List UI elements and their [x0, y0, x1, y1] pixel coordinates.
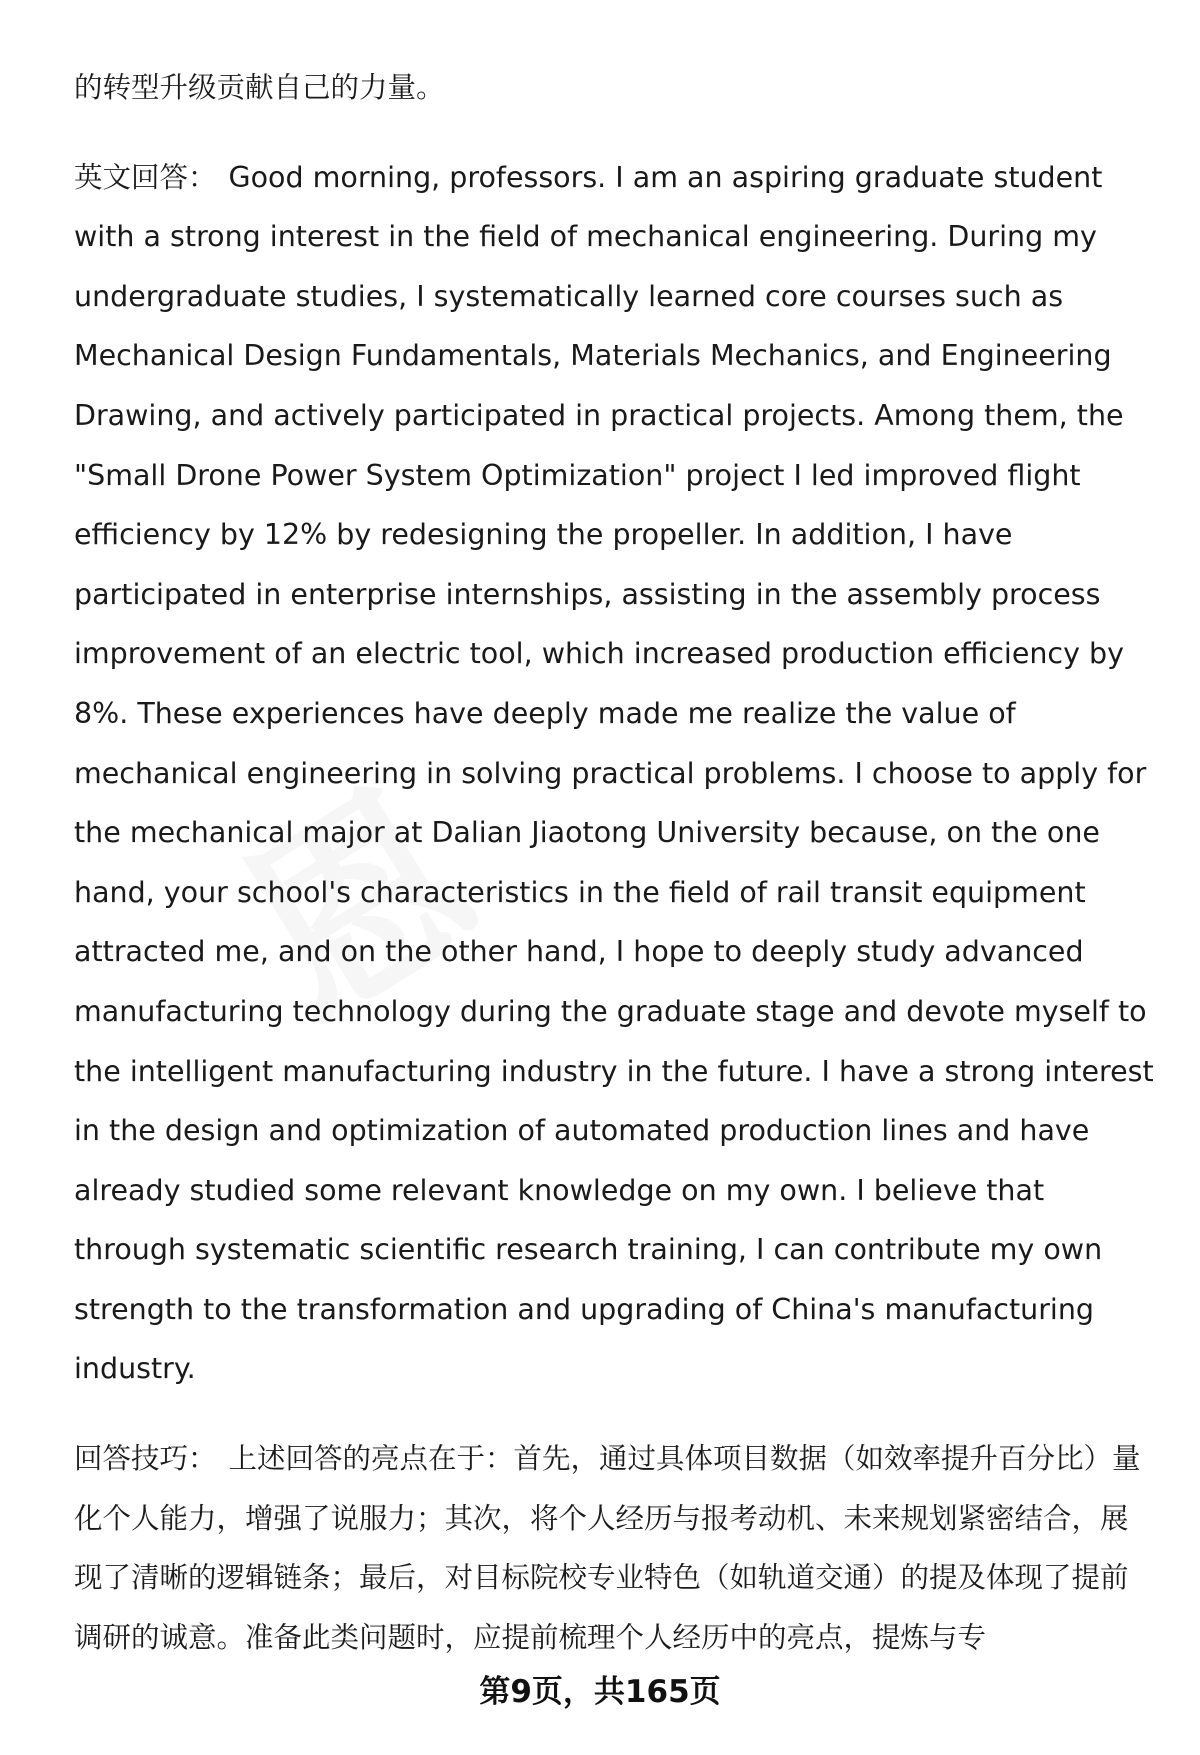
english-answer-label: 英文回答： [74, 160, 217, 194]
english-answer-text: Good morning, professors. I am an aspiring graduate student with a strong interest in the field of mechanical engineering. During my undergraduate studies, I systematically learned core courses such as Mechanical Design Fundamentals, Materials Mechanics, and Engineering Drawing, and actively participated in practical projects. Among them, the "Small Drone Power System Optimization" project I led improved flight efficiency by 12% by redesigning the propeller. In addition, I have participated in enterprise internships, assisting in the assembly process improvement of an electric tool, which increased production efficiency by 8%. These experiences have deeply made me realize the value of mechanical engineering in solving practical problems. I choose to apply for the mechanical major at Dalian Jiaotong University because, on the one hand, your school's characteristics in the field of rail transit equipment attracted me, and on the other hand, I hope to deeply study advanced manufacturing technology during the graduate stage and devote myself to the intelligent manufacturing industry in the future. I have a strong interest in the design and optimization of automated production lines and have already studied some relevant knowledge on my own. I believe that through systematic scientific research training, I can contribute my own strength to the transformation and upgrading of China's manufacturing industry. [74, 160, 1154, 1386]
paragraph-continuation [74, 58, 1154, 118]
answer-tips-label: 回答技巧： [74, 1442, 217, 1476]
paragraph-english-answer [74, 148, 1154, 1399]
page-number: 第9页，共165页 [479, 1674, 721, 1710]
paragraph-answer-tips [74, 1429, 1154, 1667]
paragraph-text: 的转型升级贡献自己的力量。 [74, 71, 445, 104]
page-content [74, 58, 1154, 1667]
answer-tips-text: 上述回答的亮点在于：首先，通过具体项目数据（如效率提升百分比）量化个人能力，增强了说服力；其次，将个人经历与报考动机、未来规划紧密结合，展现了清晰的逻辑链条；最后，对目标院校专业特色（如轨道交通）的提及体现了提前调研的诚意。准备此类问题时，应提前梳理个人经历中的亮点，提炼与专 [74, 1442, 1141, 1654]
